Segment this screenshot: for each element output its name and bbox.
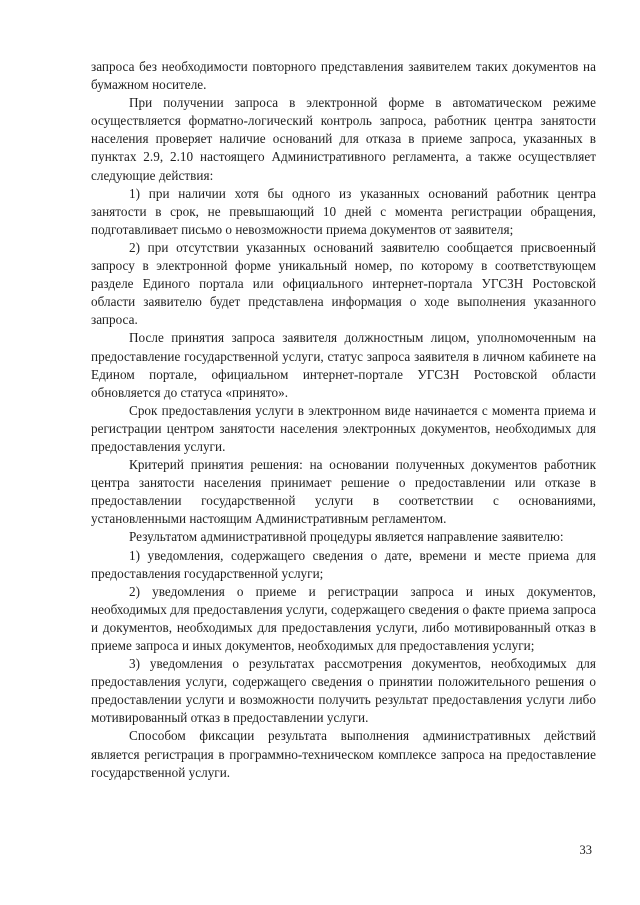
paragraph-result-item-1: 1) уведомления, содержащего сведения о дате, времени и месте приема для предоставления государственной услуги; [91, 547, 596, 581]
paragraph-continuation: запроса без необходимости повторного представления заявителем таких документов на бумажном носителе. [91, 59, 596, 93]
paragraph-fixation-method: Способом фиксации результата выполнения административных действий является регистрация в программно-техническом комплексе запроса на предоставление государственной услуги. [91, 728, 596, 780]
paragraph-result-item-2: 2) уведомления о приеме и регистрации запроса и иных документов, необходимых для предоставления услуги, содержащего сведения о факте приема запроса и документов, необходимых для предоставления услуги, либо мотивированный отказ в приеме запроса и иных документов, необходимых для предоставления услуги; [91, 583, 596, 653]
paragraph-result-item-3: 3) уведомления о результатах рассмотрения документов, необходимых для предоставления услуги, содержащего сведения о принятии положительного решения о предоставлении услуги и возможности получить результат предоставления услуги либо мотивированный отказ в предоставлении услуги. [91, 656, 596, 726]
document-body [91, 58, 596, 782]
paragraph-item-2: 2) при отсутствии указанных оснований заявителю сообщается присвоенный запросу в электронной форме уникальный номер, по которому в соответствующем разделе Единого портала или официального интернет-портала УГСЗН Ростовской области заявителю будет представлена информация о ходе выполнения указанного запроса. [91, 239, 596, 328]
paragraph-electronic-request: При получении запроса в электронной форме в автоматическом режиме осуществляется форматно-логический контроль запроса, работник центра занятости населения проверяет наличие оснований для отказа в приеме запроса, указанных в пунктах 2.9, 2.10 настоящего Административного регламента, а также осуществляет следующие действия: [91, 95, 596, 183]
page-number: 33 [579, 843, 592, 857]
paragraph-procedure-result: Результатом административной процедуры является направление заявителю: [129, 529, 564, 545]
paragraph-service-term: Срок предоставления услуги в электронном виде начинается с момента приема и регистрации центром занятости населения электронных документов, необходимых для предоставления услуги. [91, 402, 596, 454]
paragraph-item-1: 1) при наличии хотя бы одного из указанных оснований работник центра занятости в срок, не превышающий 10 дней с момента регистрации обращения, подготавливает письмо о невозможности приема документов от заявителя; [91, 185, 596, 237]
paragraph-decision-criterion: Критерий принятия решения: на основании полученных документов работник центра занятости населения принимает решение о предоставлении или отказе в предоставлении государственной услуги в соответствии с основаниями, установленными настоящим Административным регламентом. [91, 457, 596, 527]
paragraph-status-accepted: После принятия запроса заявителя должностным лицом, уполномоченным на предоставление государственной услуги, статус запроса заявителя в личном кабинете на Едином портале, официальном интернет-портале УГСЗН Ростовской области обновляется до статуса «принято». [91, 330, 596, 400]
